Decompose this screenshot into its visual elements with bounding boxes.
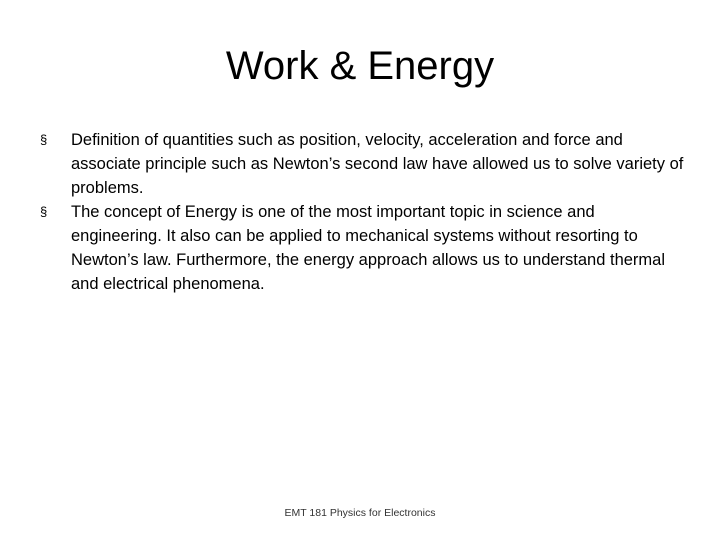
bullet-text: The concept of Energy is one of the most important topic in science and engineering. It also can be applied to mechanical systems without resorting to Newton’s law. Furthermore, the energy approach allows us to understand thermal and electrical phenomena. <box>71 203 666 293</box>
bullet-item <box>40 200 690 296</box>
bullet-text: Definition of quantities such as position, velocity, acceleration and force and associate principle such as Newton’s second law have allowed us to solve variety of problems. <box>71 131 684 197</box>
bullet-item <box>40 128 690 200</box>
bullet-marker-icon: § <box>40 204 48 219</box>
slide-title: Work & Energy <box>225 44 495 88</box>
bullet-marker-icon: § <box>40 132 48 147</box>
slide-footer: EMT 181 Physics for Electronics <box>284 507 436 519</box>
bullet-list <box>40 128 690 296</box>
